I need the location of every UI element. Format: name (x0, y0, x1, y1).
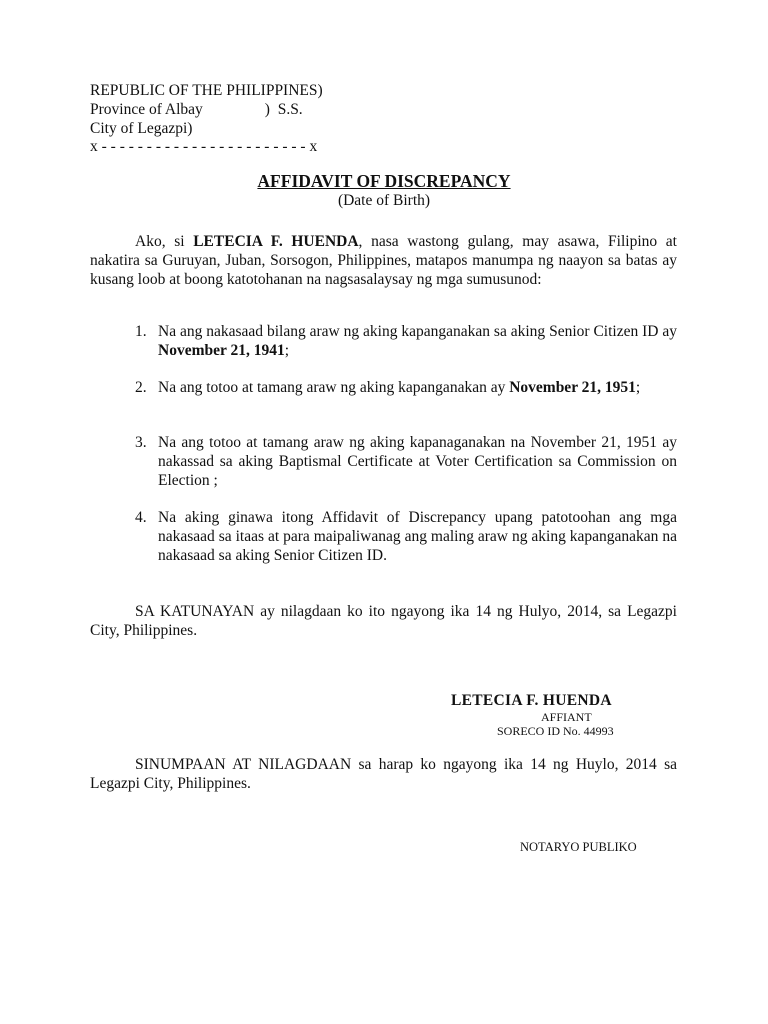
item-number: 3. (135, 434, 147, 451)
signature-name: LETECIA F. HUENDA (451, 692, 612, 709)
intro-pre: Ako, si (135, 233, 194, 250)
item-text-b: ; (635, 379, 641, 396)
notary-label: NOTARYO PUBLIKO (520, 840, 637, 854)
list-item (135, 508, 677, 565)
item-bold: November 21, 1951 (509, 379, 636, 396)
signature-role: AFFIANT (541, 710, 592, 724)
item-number: 4. (135, 509, 147, 526)
list-item (135, 433, 677, 490)
list-item (135, 322, 677, 360)
item-text: Na aking ginawa itong Affidavit of Discrepancy upang patotoohan ang mga nakasaad sa itaas at para maipaliwanag ang maling araw ng aking kapanganakan na nakasaad sa aking Senior Citizen ID. (158, 509, 677, 564)
item-text-b: ; (284, 342, 290, 359)
item-bold: November 21, 1941 (158, 342, 285, 359)
item-number: 1. (135, 323, 147, 340)
closing-paragraph: SA KATUNAYAN ay nilagdaan ko ito ngayong ika 14 ng Hulyo, 2014, sa Legazpi City, Philippines. (90, 603, 677, 639)
document-title: AFFIDAVIT OF DISCREPANCY (257, 171, 511, 191)
item-text: Na ang totoo at tamang araw ng aking kapanaganakan na November 21, 1951 ay nakassad sa aking Baptismal Certificate at Voter Certification sa Commission on Election ; (158, 434, 677, 489)
document-subtitle: (Date of Birth) (337, 192, 431, 209)
item-number: 2. (135, 379, 147, 396)
item-text-a: Na ang nakasaad bilang araw ng aking kapanganakan sa aking Senior Citizen ID ay (158, 323, 677, 340)
jurat-paragraph: SINUMPAAN AT NILAGDAAN sa harap ko ngayong ika 14 ng Huylo, 2014 sa Legazpi City, Philippines. (90, 756, 677, 792)
item-text-a: Na ang totoo at tamang araw ng aking kapanganakan ay (158, 379, 510, 396)
intro-post: , nasa wastong gulang, may asawa, Filipino at nakatira sa Guruyan, Juban, Sorsogon, Philippines, matapos manumpa ng naayon sa batas ay kusang loob at boong katotohanan na nagsasalaysay ng mga sumusunod: (90, 233, 677, 288)
signature-id: SORECO ID No. 44993 (497, 724, 614, 738)
header-separator: x - - - - - - - - - - - - - - - - - - - - - - - x (90, 138, 318, 155)
header-republic: REPUBLIC OF THE PHILIPPINES) (90, 82, 323, 99)
intro-paragraph (90, 232, 677, 289)
list-item (135, 378, 677, 397)
header-province: Province of Albay ) S.S. (90, 101, 303, 118)
affiant-name-inline: LETECIA F. HUENDA (193, 233, 359, 250)
header-city: City of Legazpi) (90, 120, 193, 137)
item-text (158, 322, 677, 360)
item-text (158, 378, 677, 397)
